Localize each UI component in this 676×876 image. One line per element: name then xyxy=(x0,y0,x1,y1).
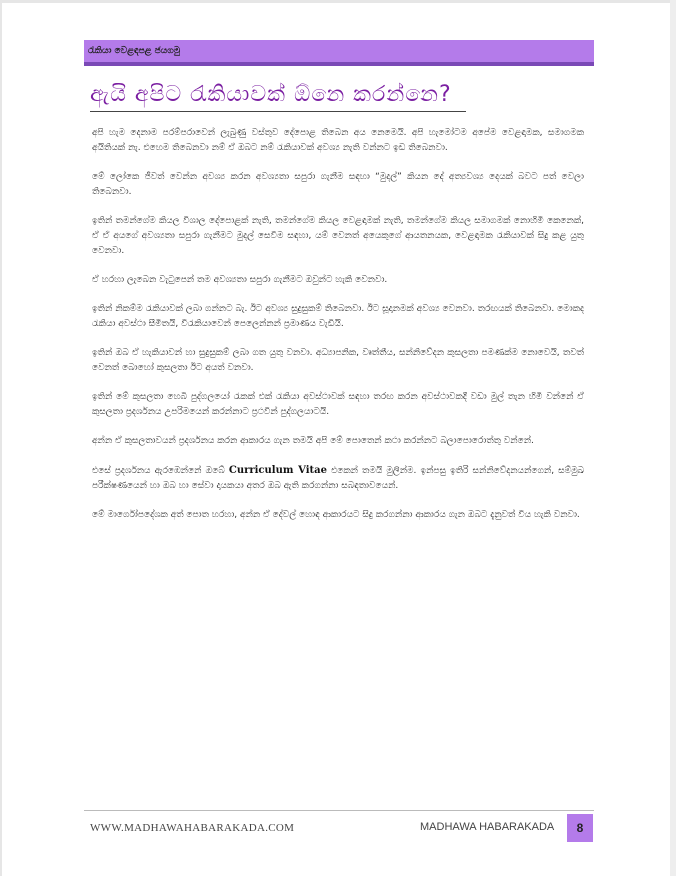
paragraph-2: මේ ලෝකෙ ජීවත් වෙන්න අවශ්‍ය කරන අවශ්‍යතා සපුරා ගැනීම සඳහා “මුදල්” කියන දේ අත්‍යවශ්‍ය දෙයක් බවට පත් වෙලා තිබෙනවා. xyxy=(92,172,584,197)
paragraph-6: ඉතින් ඔබ ඒ හැකියාවන් හා සුදුසුකම් ලබා ගත යුතු වනවා. අධ්‍යාපනික, වෘත්තීය, සන්නිවේදන කුසලතා පමණක්ම නොවෙයි, තවත් වෙනත් බොහෝ කුසලතා ඊට අයත් වනවා. xyxy=(92,348,584,373)
page-number: 8 xyxy=(576,821,584,835)
body-text xyxy=(92,126,584,537)
page-top-border xyxy=(0,0,676,3)
paragraph-3: ඉතින් තමන්ගේම කියල විශාල දේපොළක් නැති, තමන්ගේම කියල වෙළඳාමක් නැති, තමන්ගේම කියල සමාගමක් නොහිමි කෙනෙක්, ඒ ඒ අයගේ අවශ්‍යතා සපුරා ගැනීමට මුදල් සෙවීම සඳහා, යම් වෙනත් අයෙකුගේ ආයතනයක, වෙළඳාමක රැකියාවක් සිදු කළ යුතු වෙනවා. xyxy=(92,216,584,256)
running-header xyxy=(84,40,594,62)
page-left-border xyxy=(0,0,2,876)
section-title: ඇයි අපිට රැකියාවක් ඕනෙ කරන්නෙ? xyxy=(90,82,452,107)
running-header-rule xyxy=(84,62,594,66)
footer-website-url: WWW.MADHAWAHABARAKADA.COM xyxy=(90,822,295,834)
section-title-underline xyxy=(90,111,466,112)
paragraph-cv-after: එකෙන් තමයි මුලින්ම. ඉන්පසු ඉතිරි සන්නිවේදනයන්ගෙන්, සම්මුඛ පරීක්ෂණයෙන් හා ඔබ හා සේවා දායකයා අතර ඔබ ඇති කරගන්නා සබඳතාවයෙන්. xyxy=(92,466,584,491)
page-number-box xyxy=(567,814,593,842)
page-right-border xyxy=(670,0,676,876)
curriculum-vitae-term: Curriculum Vitae xyxy=(228,465,327,476)
paragraph-cv xyxy=(92,463,584,494)
paragraph-1: අපි හැම දෙනාම පරම්පරාවෙන් ලැබුණු වස්තුව දේපොළ තිබෙන අය නෙමෙයි. අපි හැමෝටම අපේම වෙළඳාමක, සමාගමක අයිතියක් නැ. එහෙම තිබෙනවා නම් ඒ ඔබට නම් රැකියාවක් අවශ්‍ය නැති වන්නට ඉඩ තිබෙනවා. xyxy=(92,128,584,153)
paragraph-8: අන්න ඒ කුසලතාවයන් ප්‍රදර්ශනය කරන ආකාරය ගැන තමයි අපි මේ පොතෙන් කථා කරන්නට බලාපොරොත්තු වන්නේ. xyxy=(92,436,534,446)
footer-rule xyxy=(84,810,594,811)
paragraph-4: ඒ හරහා ලැබෙන වැටුපෙන් තම අවශ්‍යතා සපුරා ගැනීමට ඔවුන්ට හැකි වෙනවා. xyxy=(92,275,388,285)
paragraph-7: ඉතින් මේ කුසලතා හෙබි පුද්ගලයෝ රැකක් එක් රැකියා අවස්ථාවක් සඳහා තරඟ කරන අවස්ථාවකදී වඩා මුල් තැන හිමි වන්නේ ඒ කුසලතා ප්‍රදර්ශනය උපරිමයෙන් කරන්නාට ප්‍රථවින් පුද්ගලයාටයි. xyxy=(92,392,584,417)
paragraph-5: ඉතින් නිකම්ම රැකියාවක් ලබා ගන්නට බැ. ඊට අවශ්‍ය සුදුසුකම් තිබෙනවා. ඊට සූදානමක් අවශ්‍ය වෙනවා. තරඟයක් තිබෙනවා. මොකද රැකියා අවස්ථා සීමිතයි, විරැකියාවෙන් පෙලෙන්නන් ප්‍රමාණය වැඩියි. xyxy=(92,304,584,329)
paragraph-cv-before: එසේ ප්‍රදර්ශනය ඇරඹෙන්නේ ඔබේ xyxy=(92,466,229,476)
footer-author-name: MADHAWA HABARAKADA xyxy=(420,821,555,833)
paragraph-closing: මේ මාර්ගෝපදේශක අත් පොත හරහා, අන්න ඒ දේවල් හොඳ ආකාරයට සිදු කරගන්නා ආකාරය ගැන ඔබට දැනුවත් විය හැකි වනවා. xyxy=(92,510,580,520)
running-header-title: රැකියා වෙළඳපළ ජයගමු xyxy=(88,46,181,56)
